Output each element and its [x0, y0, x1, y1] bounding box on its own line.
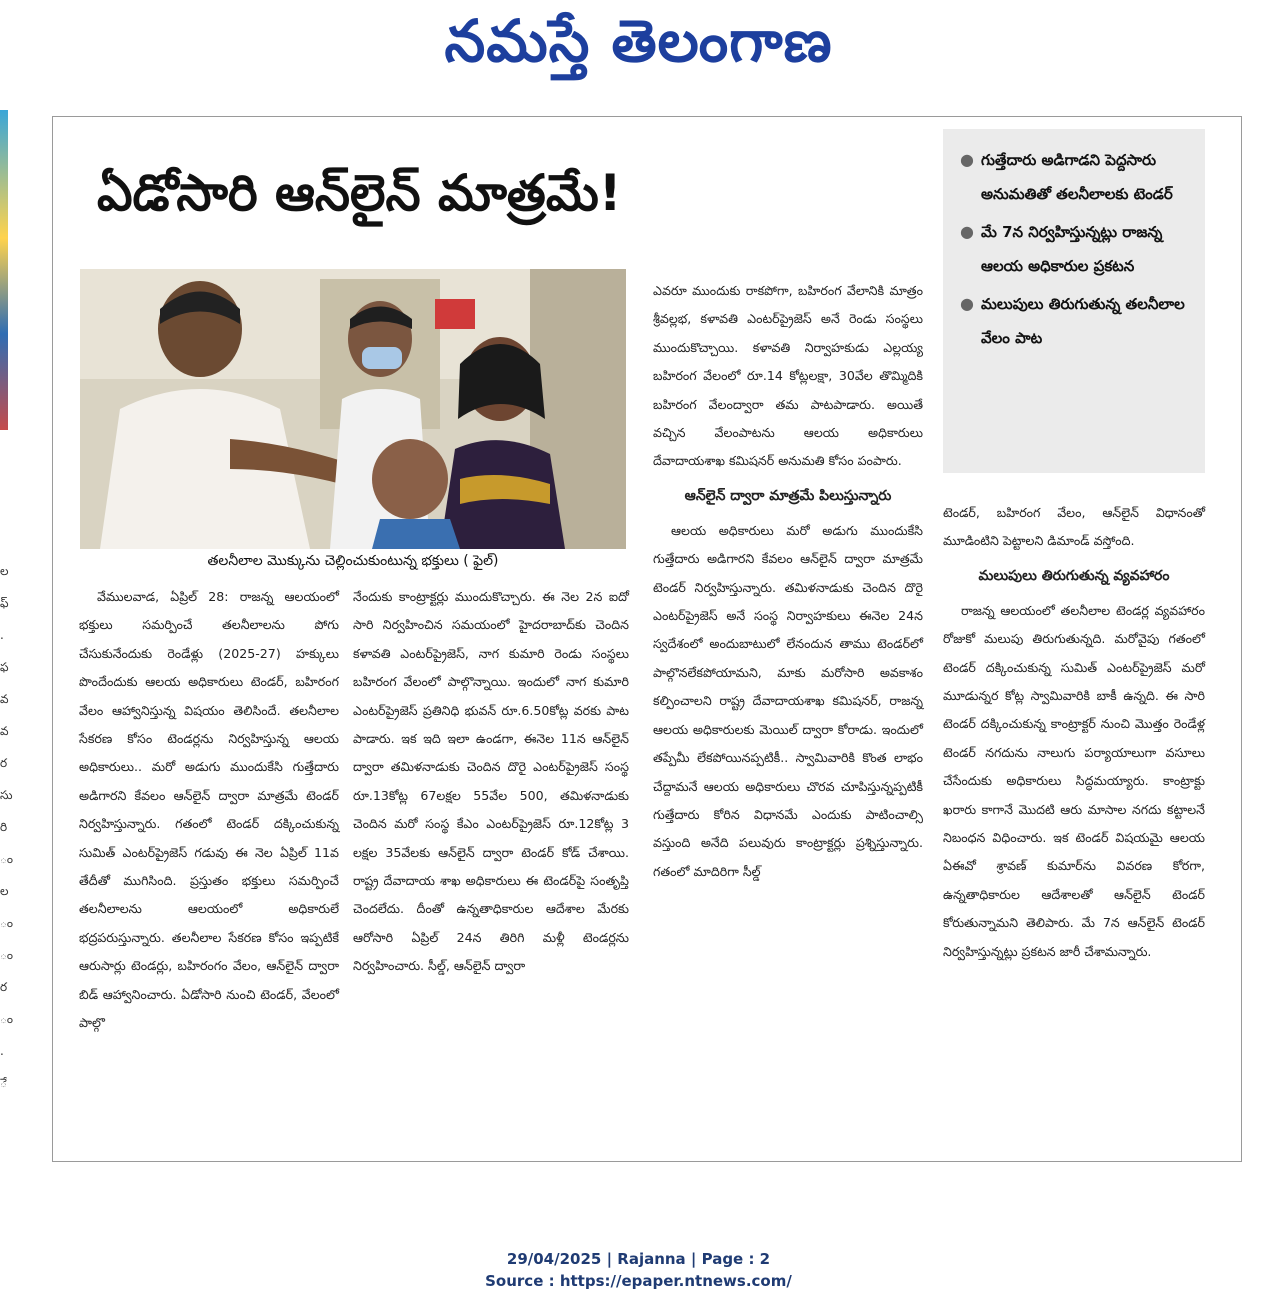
highlight-item: [953, 215, 1195, 283]
article-column-4: [943, 499, 1205, 966]
bullet-icon: ●: [960, 222, 974, 241]
adjacent-article-image-fragment: [0, 110, 8, 430]
edge-letter: ే: [0, 1076, 7, 1090]
article-photo: [80, 269, 626, 549]
photo-caption: తలనీలాల మొక్కును చెల్లించుకుంటున్న భక్తులు ( ఫైల్): [207, 553, 499, 569]
bullet-icon: ●: [960, 294, 974, 313]
column-3-text-bottom: ఆలయ అధికారులు మరో అడుగు ముందుకేసి గుత్తేదారు అడిగారని కేవలం ఆన్‌లైన్ ద్వారా మాత్రమే టెండర్ నిర్వహిస్తున్నారు. తమిళనాడుకు చెందిన దొరై ఎంటర్‌ప్రైజెస్ అనే సంస్థ నిర్వాహకులు ఈనెల 24న స్వదేశంలో అందుబాటులో లేనందున తాము టెండర్‌లో పాల్గొనలేకపోయామని, మాకు మరోసారి అవకాశం కల్పించాలని రాష్ట్ర దేవాదాయశాఖ కమిషనర్, రాజన్న ఆలయ అధికారులకు మెయిల్ ద్వారా కోరాడు. ఇందులో తప్పేమీ లేకపోయినప్పటికీ.. స్వామివారికి కొంత లాభం చేద్దామనే ఆలయ అధికారులు చొరవ చూపిస్తున్నప్పటికీ గుత్తేదారు కోరిన విధానమే ఎందుకు పాటించాల్సి వస్తుంది అనేది పలువురు కాంట్రాక్టర్లు ప్రశ్నిస్తున్నారు. గతంలో మాదిరిగా సీల్డ్: [653, 522, 923, 879]
highlight-text: మలుపులు తిరుగుతున్న తలనీలాల వేలం పాట: [981, 295, 1185, 347]
adjacent-article-text-fragment: [0, 555, 14, 1099]
column-2-text: నేందుకు కాంట్రాక్టర్లు ముందుకొచ్చారు. ఈ నెల 2న ఐదో సారి నిర్వహించిన సమయంలో హైదరాబాద్‌కు చెందిన కళావతి ఎంటర్‌ప్రైజెస్, నాగ కుమారి రెండు సంస్థలు బహిరంగ వేలంలో పాల్గొన్నాయి. ఇందులో నాగ కుమారి ఎంటర్‌ప్రైజెస్ ప్రతినిధి భువన్ రూ.6.50కోట్ల వరకు పాట పాడారు. ఇక ఇది ఇలా ఉండగా, ఈనెల 11న ఆన్‌లైన్ ద్వారా తమిళనాడుకు చెందిన దొరై ఎంటర్‌ప్రైజెస్ సంస్థ రూ.13కోట్ల 67లక్షల 55వేల 500, తమిళనాడుకు చెందిన మరో సంస్థ కేఎం ఎంటర్‌ప్రైజెస్ రూ.12కోట్ల 3 లక్షల 35వేలకు ఆన్‌లైన్ ద్వారా టెండర్ కోడ్ చేశాయి. రాష్ట్ర దేవాదాయ శాఖ అధికారులు ఈ టెండర్‌పై సంతృప్తి చెందలేదు. దీంతో ఉన్నతాధికారుల ఆదేశాల మేరకు ఆరోసారి ఏప్రిల్ 24న తిరిగి మళ్లీ టెండర్లను నిర్వహించారు. సీల్డ్, ఆన్‌లైన్ ద్వారా: [353, 589, 629, 974]
edge-letter: ర: [0, 756, 8, 770]
article-column-3: [653, 277, 923, 886]
highlight-text: గుత్తేదారు అడిగాడని పెద్దసారు అనుమతితో తలనీలాలకు టెండర్: [981, 151, 1173, 203]
edge-letter: ం: [0, 1012, 14, 1026]
edge-letter: ఫ్: [0, 596, 9, 610]
article-headline: ఏడోసారి ఆన్‌లైన్ మాత్రమే!: [97, 164, 622, 222]
highlight-item: [953, 143, 1195, 211]
edge-letter: ఫ: [0, 660, 9, 674]
column-3-text-top: ఎవరూ ముందుకు రాకపోగా, బహిరంగ వేలానికి మాత్రం శ్రీవల్లభ, కళావతి ఎంటర్‌ప్రైజెస్ అనే రెండు సంస్థలు ముందుకొచ్చాయి. కళావతి నిర్వాహకుడు ఎల్లయ్య బహిరంగ వేలంలో రూ.14 కోట్లలక్షా, 30వేల తొమ్మిదికి బహిరంగ వేలంద్వారా తమ పాటపాడారు. అయితే వచ్చిన వేలంపాటను ఆలయ అధికారులు దేవాదాయశాఖ కమిషనర్ అనుమతి కోసం పంపారు.: [653, 283, 923, 469]
column-4-text-bottom: రాజన్న ఆలయంలో తలనీలాల టెండర్ల వ్యవహారం రోజుకో మలుపు తిరుగుతున్నది. మరోవైపు గతంలో టెండర్ దక్కించుకున్న సుమిత్ ఎంటర్‌ప్రైజెస్ మరో మూడున్నర కోట్ల స్వామివారికి బాకీ ఉన్నది. ఈ సారి టెండర్ దక్కించుకున్న కాంట్రాక్టర్ నుంచి మొత్తం రెండేళ్ల టెండర్ నగదును నాలుగు పర్యాయాలుగా వసూలు చేసేందుకు అధికారులు సిద్ధమయ్యారు. కాంట్రాక్టు ఖరారు కాగానే మొదటి ఆరు మాసాల నగదు కట్టాలనే నిబంధన విధించారు. ఇక టెండర్ విషయమై ఆలయ ఏఈవో శ్రావణ్ కుమార్‌ను వివరణ కోరగా, ఉన్నతాధికారుల ఆదేశాలతో ఆన్‌లైన్ టెండర్ కోరుతున్నామని తెలిపారు. మే 7న ఆన్‌లైన్ టెండర్ నిర్వహిస్తున్నట్లు ప్రకటన జారీ చేశామన్నారు.: [943, 602, 1205, 959]
highlight-text: మే 7న నిర్వహిస్తున్నట్లు రాజన్న ఆలయ అధికారుల ప్రకటన: [981, 223, 1163, 275]
highlight-item: [953, 287, 1195, 355]
newspaper-masthead: [0, 6, 1277, 76]
column-3-subheading: ఆన్‌లైన్ ద్వారా మాత్రమే పిలుస్తున్నారు: [684, 487, 892, 504]
column-4-text-top: టెండర్, బహిరంగ వేలం, ఆన్‌లైన్ విధానంతో మూడింటిని పెట్టాలని డిమాండ్ వస్తోంది.: [943, 505, 1205, 549]
edge-letter: ం: [0, 852, 14, 866]
article-column-1: [79, 583, 339, 1038]
news-article: [52, 116, 1242, 1162]
edge-letter: వ: [0, 724, 9, 738]
column-4-subheading: మలుపులు తిరుగుతున్న వ్యవహారం: [978, 567, 1170, 584]
edge-letter: వ: [0, 692, 9, 706]
masthead-title: నమస్తే తెలంగాణ: [444, 7, 833, 75]
edge-letter: ం: [0, 916, 14, 930]
edge-letter: ం: [0, 948, 14, 962]
edge-letter: రి: [0, 820, 8, 834]
page-footer: [0, 1248, 1277, 1292]
edge-letter: .: [0, 1044, 4, 1058]
article-column-2: [353, 583, 629, 981]
edge-letter: సు: [0, 788, 13, 802]
column-1-text: వేములవాడ, ఏప్రిల్ 28: రాజన్న ఆలయంలో భక్తులు సమర్పించే తలనీలాలను పోగు చేసుకునేందుకు రెండేళ్లు (2025-27) హక్కులు పొందేందుకు ఆలయ అధికారులు టెండర్, బహిరంగ వేలం ఆహ్వానిస్తున్న విషయం తెలిసిందే. తలనీలాల సేకరణ కోసం టెండర్లను నిర్వహిస్తున్న ఆలయ అధికారులు.. మరో అడుగు ముందుకేసి గుత్తేదారు అడిగారని కేవలం ఆన్‌లైన్ ద్వారా మాత్రమే టెండర్ నిర్వహిస్తున్నారు. గతంలో టెండర్ దక్కించుకున్న సుమిత్ ఎంటర్‌ప్రైజెస్ గడువు ఈ నెల ఏప్రిల్ 11వ తేదీతో ముగిసింది. ప్రస్తుతం భక్తులు సమర్పించే తలనీలాలను ఆలయంలో అధికారులే భద్రపరుస్తున్నారు. తలనీలాల సేకరణ కోసం ఇప్పటికే ఆరుసార్లు టెండర్లు, బహిరంగం వేలం, ఆన్‌లైన్ ద్వారా బిడ్ ఆహ్వానించారు. ఏడోసారి నుంచి టెండర్, వేలంలో పాల్గొ: [79, 589, 339, 1031]
bullet-icon: ●: [960, 150, 974, 169]
edge-letter: ల: [0, 884, 9, 898]
edge-letter: ర: [0, 980, 8, 994]
footer-date-edition: 29/04/2025 | Rajanna | Page : 2: [506, 1250, 771, 1268]
highlights-box: [943, 129, 1205, 473]
photo-illustration: [80, 269, 626, 549]
footer-source: Source : https://epaper.ntnews.com/: [485, 1272, 792, 1290]
edge-letter: ల: [0, 564, 9, 578]
edge-letter: .: [0, 628, 4, 642]
